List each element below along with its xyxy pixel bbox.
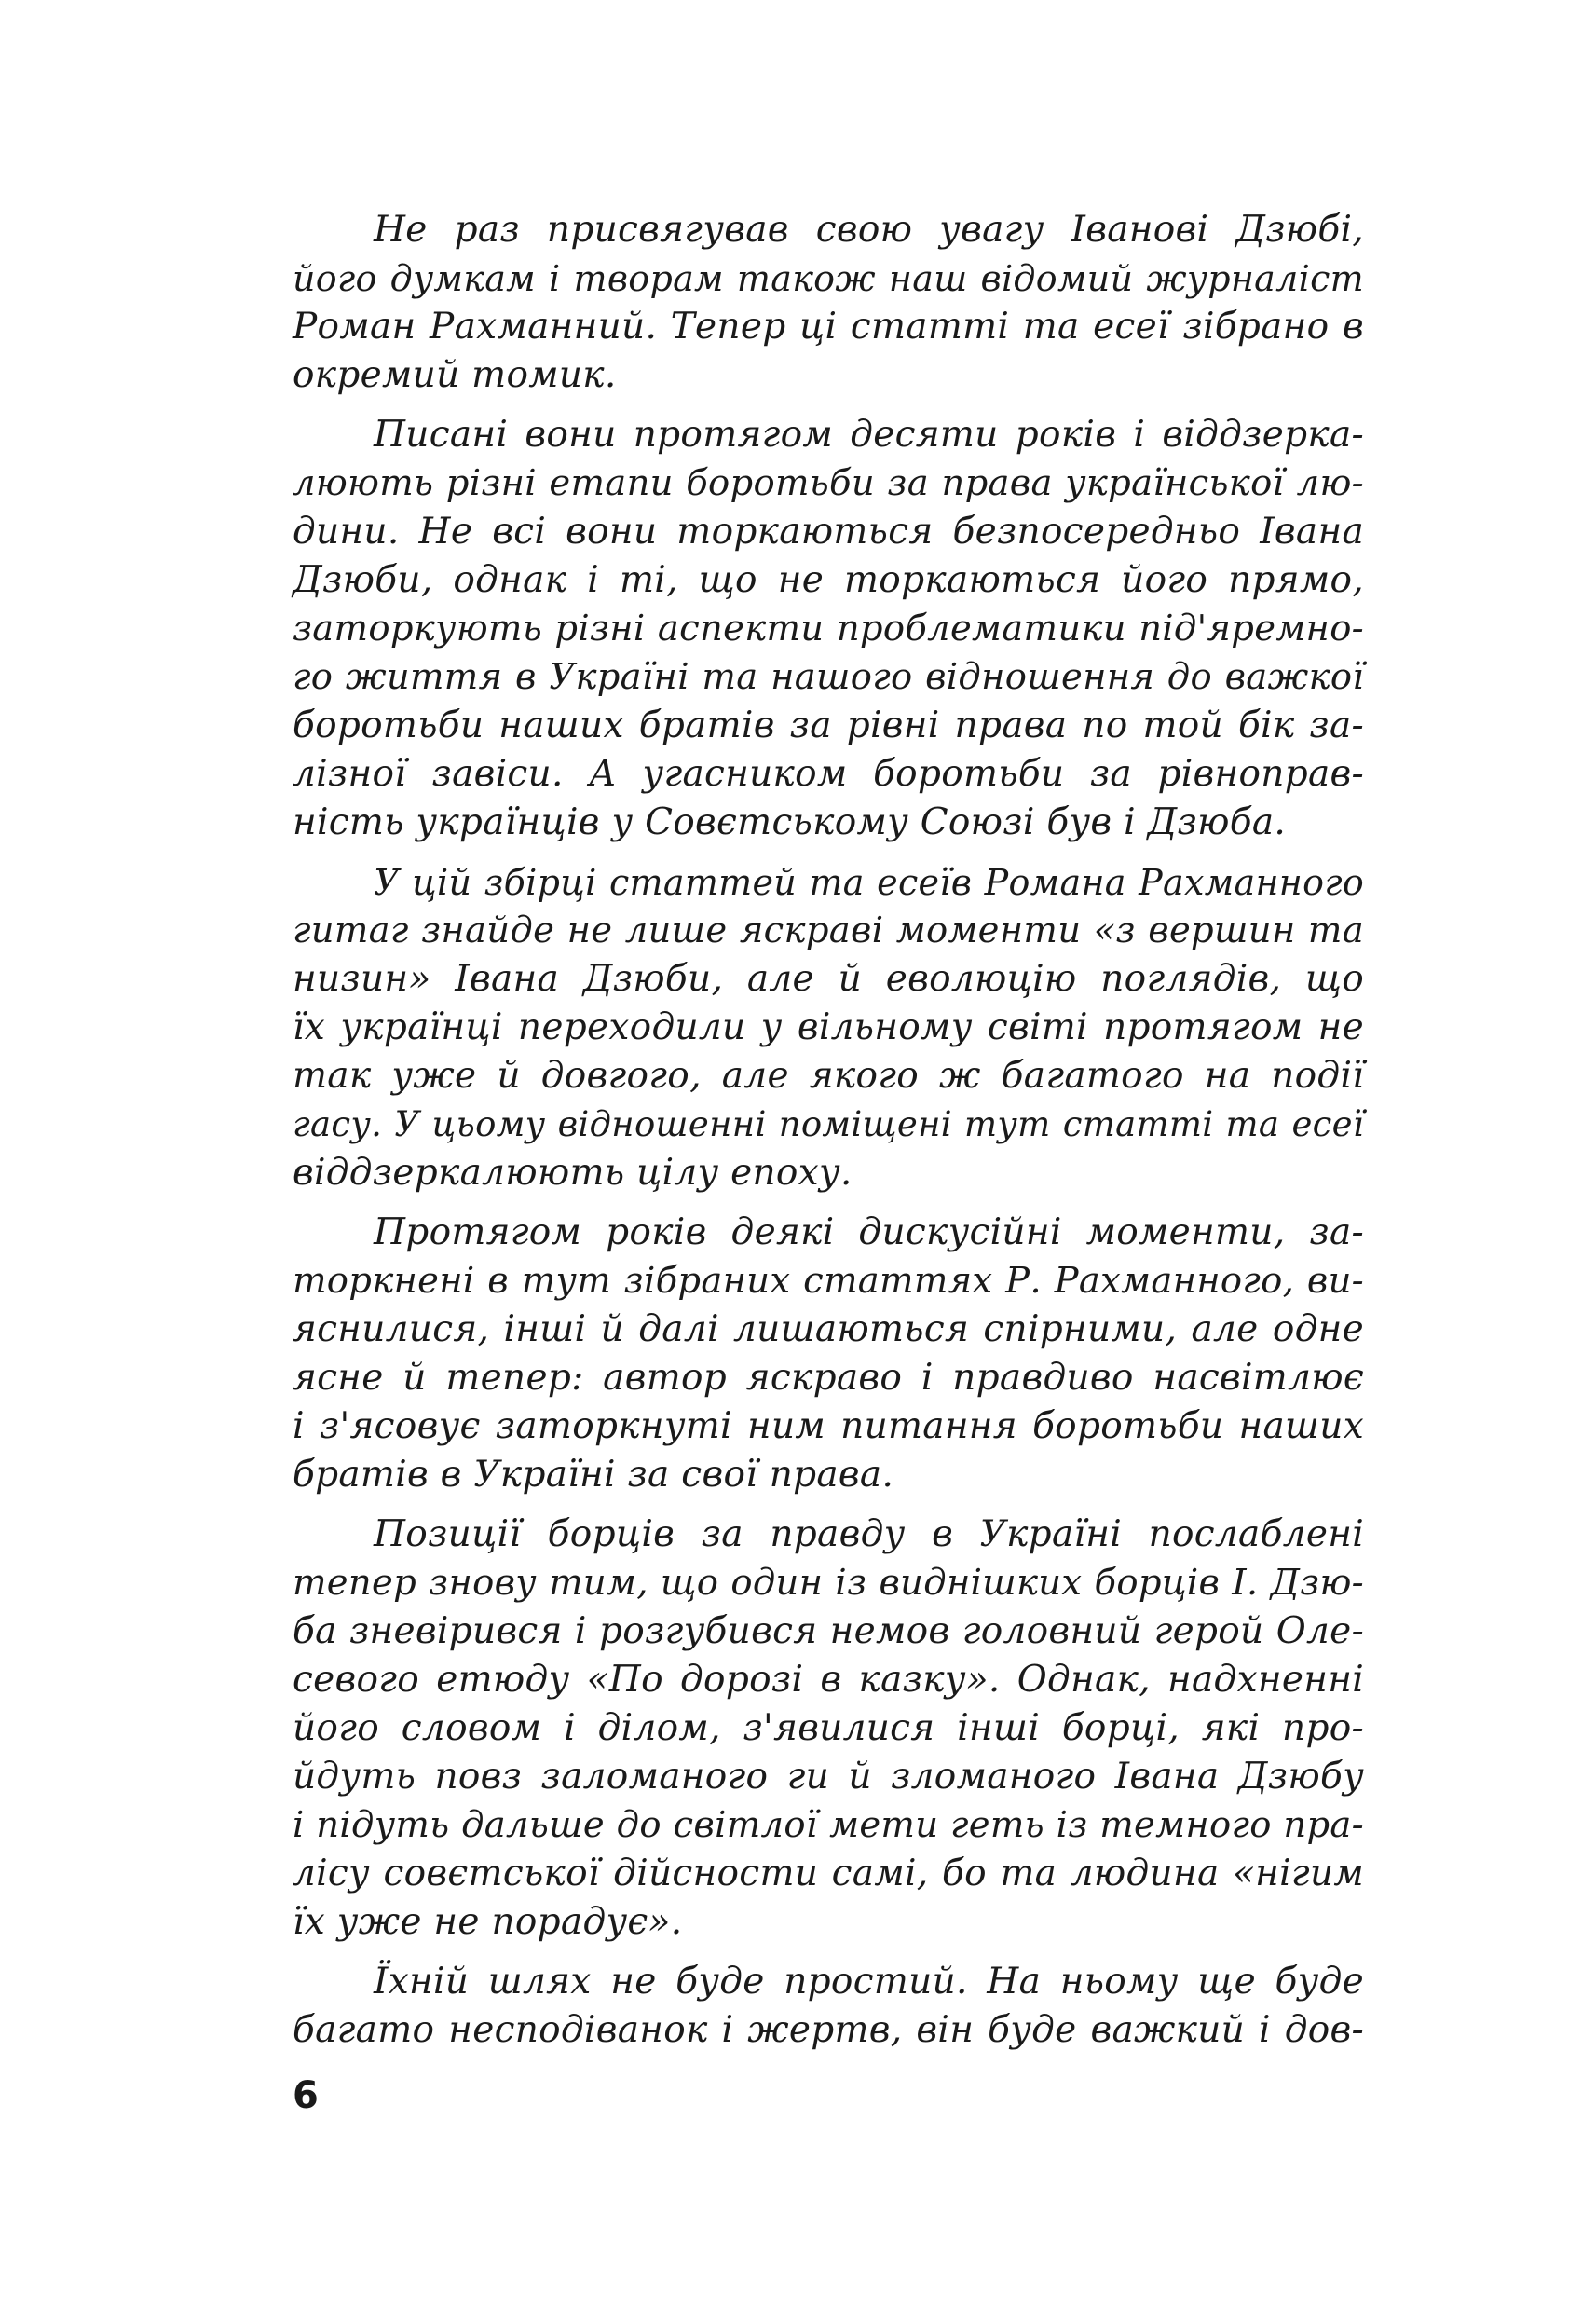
text-line: їх українці переходили у вільному світі протягом не [293, 1006, 1364, 1048]
text-line: Дзюби, однак і ті, що не торкаються його прямо, [293, 559, 1364, 601]
text-line: їх уже не порадує». [293, 1901, 683, 1943]
paragraph [293, 206, 1364, 400]
paragraph [293, 858, 1364, 1197]
text-line: і з'ясовує заторкнуті ним питання боротьби наших [293, 1405, 1364, 1447]
text-line: його думкам і творам також наш відомий журналіст [293, 258, 1364, 299]
text-line: тепер знову тим, що один із виднішких борців І. Дзю- [293, 1562, 1364, 1604]
text-line: го життя в Україні та нашого відношення до важкої [293, 656, 1364, 698]
text-line: Писані вони протягом десяти років і віддзерка- [374, 414, 1364, 456]
text-line: братів в Україні за свої права. [293, 1454, 894, 1496]
text-line: заторкують різні аспекти проблематики під'яремно- [293, 608, 1364, 649]
text-line: так уже й довгого, але якого ж багатого на події [293, 1055, 1364, 1097]
text-line: низин» Івана Дзюби, але й еволюцію поглядів, що [293, 958, 1364, 1000]
text-line: ясне й тепер: автор яскраво і правдиво насвітлює [293, 1357, 1364, 1399]
text-line: Не раз присвягував свою увагу Іванові Дзюбі, [374, 209, 1364, 251]
text-line: йдуть повз заломаного ги й зломаного Івана Дзюбу [293, 1756, 1364, 1798]
text-line: яснилися, інші й далі лишаються спірними, але одне [293, 1308, 1364, 1350]
text-line: боротьби наших братів за рівні права по той бік за- [293, 704, 1364, 746]
text-line: дини. Не всі вони торкаються безпосередньо Івана [293, 511, 1364, 553]
text-line: лізної завіси. А угасником боротьби за рівноправ- [293, 753, 1364, 795]
text-line: У цій збірці статтей та есеїв Романа Рахманного [374, 862, 1364, 903]
text-line: Позиції борців за правду в Україні послаблені [374, 1513, 1364, 1555]
paragraph [293, 1209, 1364, 1499]
text-line: ність українців у Совєтському Союзі був і Дзюба. [293, 801, 1287, 843]
body-text [293, 206, 1364, 2066]
text-line: віддзеркалюють цілу епоху. [293, 1152, 853, 1194]
text-line: лісу совєтської дійсности самі, бо та людина «нігим [293, 1853, 1364, 1894]
text-line: ба зневірився і розгубився немов головний герой Оле- [293, 1610, 1364, 1652]
paragraph [293, 1958, 1364, 2055]
text-line: Їхній шлях не буде простий. На ньому ще буде [374, 1961, 1364, 2003]
text-line: окремий томик. [293, 354, 617, 396]
text-line: його словом і ділом, з'явилися інші борці, які про- [293, 1707, 1364, 1749]
text-line: і підуть дальше до світлої мети геть із темного пра- [293, 1804, 1364, 1846]
text-line: люють різні етапи боротьби за права української лю- [293, 462, 1364, 504]
text-line: торкнені в тут зібраних статтях Р. Рахманного, ви- [293, 1260, 1364, 1302]
text-line: Роман Рахманний. Тепер ці статті та есеї зібрано в [293, 306, 1364, 348]
paragraph [293, 411, 1364, 847]
text-line: гитаг знайде не лише яскраві моменти «з вершин та [293, 909, 1364, 951]
text-line: гасу. У цьому відношенні поміщені тут статті та есеї [293, 1104, 1364, 1144]
text-line: багато несподіванок і жертв, він буде важкий і дов- [293, 2009, 1364, 2051]
text-line: Протягом років деякі дискусійні моменти, за- [374, 1211, 1364, 1253]
text-line: севого етюду «По дорозі в казку». Однак, надхненні [293, 1659, 1364, 1701]
page-number: 6 [293, 2074, 319, 2117]
paragraph [293, 1511, 1364, 1947]
